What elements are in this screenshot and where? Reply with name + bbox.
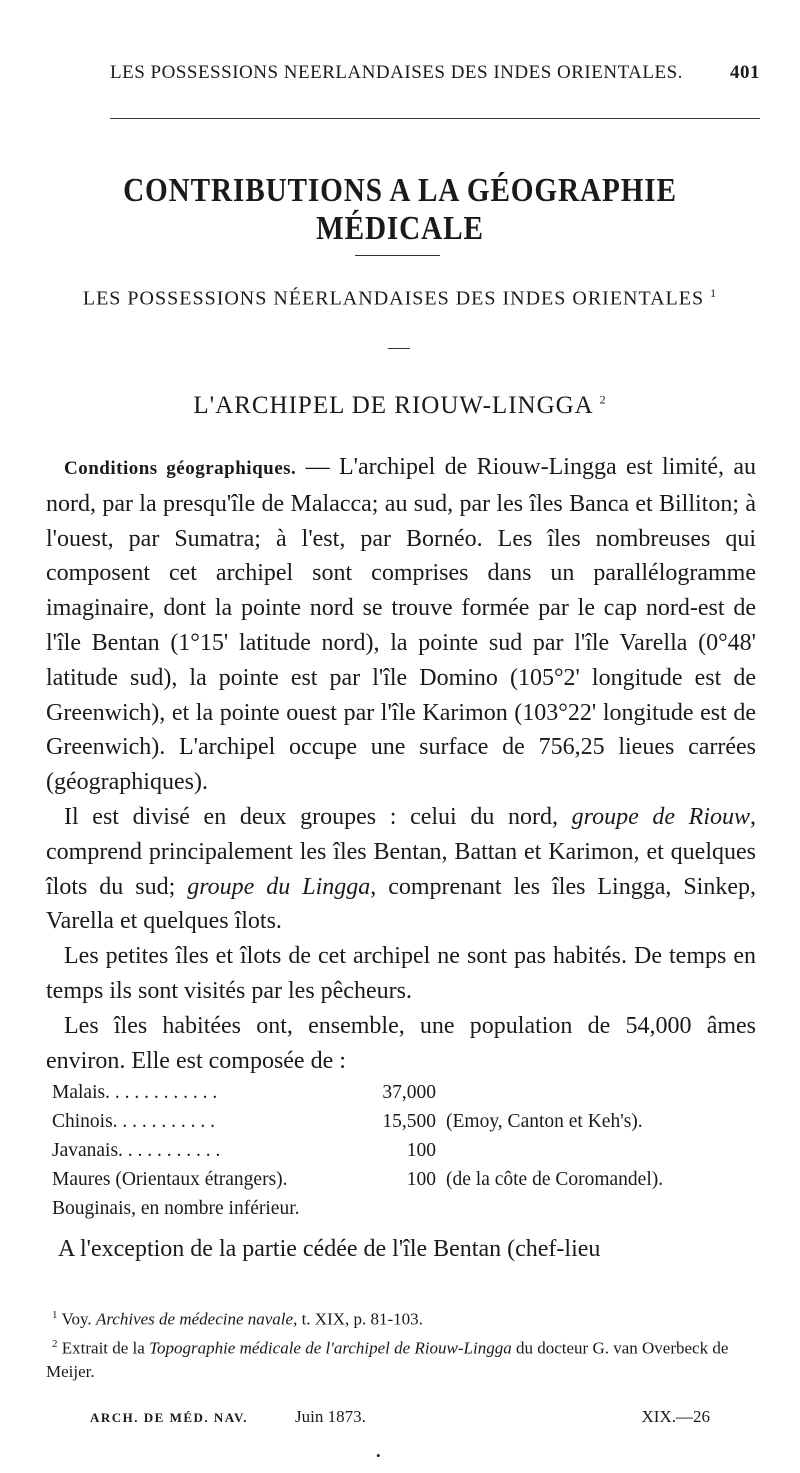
population-note <box>446 1136 752 1165</box>
continuing-paragraph-text: A l'exception de la partie cédée de l'île Bentan (chef-lieu <box>58 1236 601 1262</box>
section-title-text: L'ARCHIPEL DE RIOUW-LINGGA <box>193 392 593 419</box>
groupe-riouw: groupe de Riouw <box>571 803 750 830</box>
body-text <box>46 450 756 1078</box>
population-note <box>446 1078 752 1107</box>
footnote-1-part-b: , t. XIX, p. 81-103. <box>293 1309 423 1329</box>
footnote-2-title: Topographie médicale de l'archipel de Riouw-Lingga <box>149 1338 512 1358</box>
population-value: 15,500 <box>382 1111 436 1132</box>
population-label: Bouginais, en nombre inférieur. <box>52 1198 300 1219</box>
subtitle-divider <box>388 348 410 349</box>
section-title <box>0 392 800 420</box>
subtitle <box>0 286 800 311</box>
groupe-lingga: groupe du Lingga <box>187 873 371 900</box>
footer-journal: ARCH. DE MÉD. NAV. <box>90 1410 248 1425</box>
header-rule <box>110 118 760 119</box>
subtitle-text: LES POSSESSIONS NÉERLANDAISES DES INDES ORIENTALES <box>82 287 705 310</box>
paragraph-4: Les îles habitées ont, ensemble, une population de 54,000 âmes environ. Elle est composée de : <box>46 1012 756 1074</box>
paragraph-1 <box>46 450 756 800</box>
population-row <box>52 1136 752 1165</box>
population-row <box>52 1165 752 1194</box>
population-value: 100 <box>406 1169 436 1190</box>
population-label: Javanais. . . . . . . . . . . <box>52 1140 221 1161</box>
population-row <box>52 1107 752 1136</box>
footnotes <box>46 1303 756 1384</box>
paragraph-2-part-b: , comprend principalement les îles Bentan, Battan et Karimon, et quelques îlots du sud; <box>46 803 756 900</box>
population-note: (de la côte de Coromandel). <box>446 1169 664 1190</box>
running-head-title: LES POSSESSIONS NEERLANDAISES DES INDES ORIENTALES. <box>110 62 683 83</box>
population-table <box>52 1078 752 1223</box>
footnote-1-mark: 1 <box>52 1309 58 1321</box>
population-value: 100 <box>406 1140 436 1161</box>
paragraph-2-part-c: , comprenant les îles Lingga, Sinkep, Varella et quelques îlots. <box>46 873 757 935</box>
population-label: Maures (Orientaux étrangers). <box>52 1169 288 1190</box>
continuing-paragraph <box>46 1232 756 1266</box>
main-title: CONTRIBUTIONS A LA GÉOGRAPHIE MÉDICALE <box>123 172 677 247</box>
population-note: (Emoy, Canton et Keh's). <box>446 1111 643 1132</box>
paragraph-1-text: — L'archipel de Riouw-Lingga est limité, au nord, par la presqu'île de Malacca; au sud, par les îles Banca et Billiton; à l'ouest, par Sumatra; à l'est, par Bornéo. Les îles nombreuses qui composent cet archipel sont comprises dans un parallélogramme imaginaire, dont la pointe nord se trouve formée par le cap nord-est de l'île Bentan (1°15' latitude nord), la pointe sud par l'île Varella (0°48' latitude sud), la pointe est par l'île Domino (105°2' longitude est de Greenwich), et la pointe ouest par l'île Karimon (103°22' longitude est de Greenwich). L'archipel occupe une surface de 756,25 lieues carrées (géographiques). <box>46 454 756 796</box>
subtitle-note-ref: 1 <box>710 286 718 300</box>
paragraph-2 <box>46 800 756 939</box>
page-number: 401 <box>730 62 760 83</box>
population-value <box>374 1194 446 1223</box>
population-row <box>52 1194 752 1223</box>
footnote-2-part-b: du docteur G. van Overbeck de Meijer. <box>46 1338 729 1382</box>
paragraph-2-part-a: Il est divisé en deux groupes : celui du nord, <box>64 803 572 830</box>
population-value: 37,000 <box>382 1082 436 1103</box>
footnote-1-journal: Archives de médecine navale <box>95 1309 294 1329</box>
population-note <box>446 1194 752 1223</box>
section-title-note-ref: 2 <box>599 392 607 407</box>
footer-signature: XIX.—26 <box>641 1407 710 1426</box>
population-label: Chinois. . . . . . . . . . . <box>52 1111 216 1132</box>
footnote-2 <box>46 1332 756 1385</box>
footnote-2-mark: 2 <box>52 1337 58 1350</box>
population-label: Malais. . . . . . . . . . . . <box>52 1082 218 1103</box>
footnote-2-part-a: Extrait de la <box>61 1338 150 1358</box>
footer-date: Juin 1873. <box>295 1407 366 1426</box>
bottom-mark: • <box>376 1448 381 1463</box>
footnote-1 <box>46 1303 756 1332</box>
population-row <box>52 1078 752 1107</box>
paragraph-3: Les petites îles et îlots de cet archipel ne sont pas habités. De temps en temps ils sont visités par les pêcheurs. <box>46 943 756 1004</box>
run-in-heading: Conditions géographiques. <box>64 458 297 479</box>
footnote-1-part-a: Voy. <box>61 1309 96 1329</box>
title-divider <box>355 255 440 256</box>
